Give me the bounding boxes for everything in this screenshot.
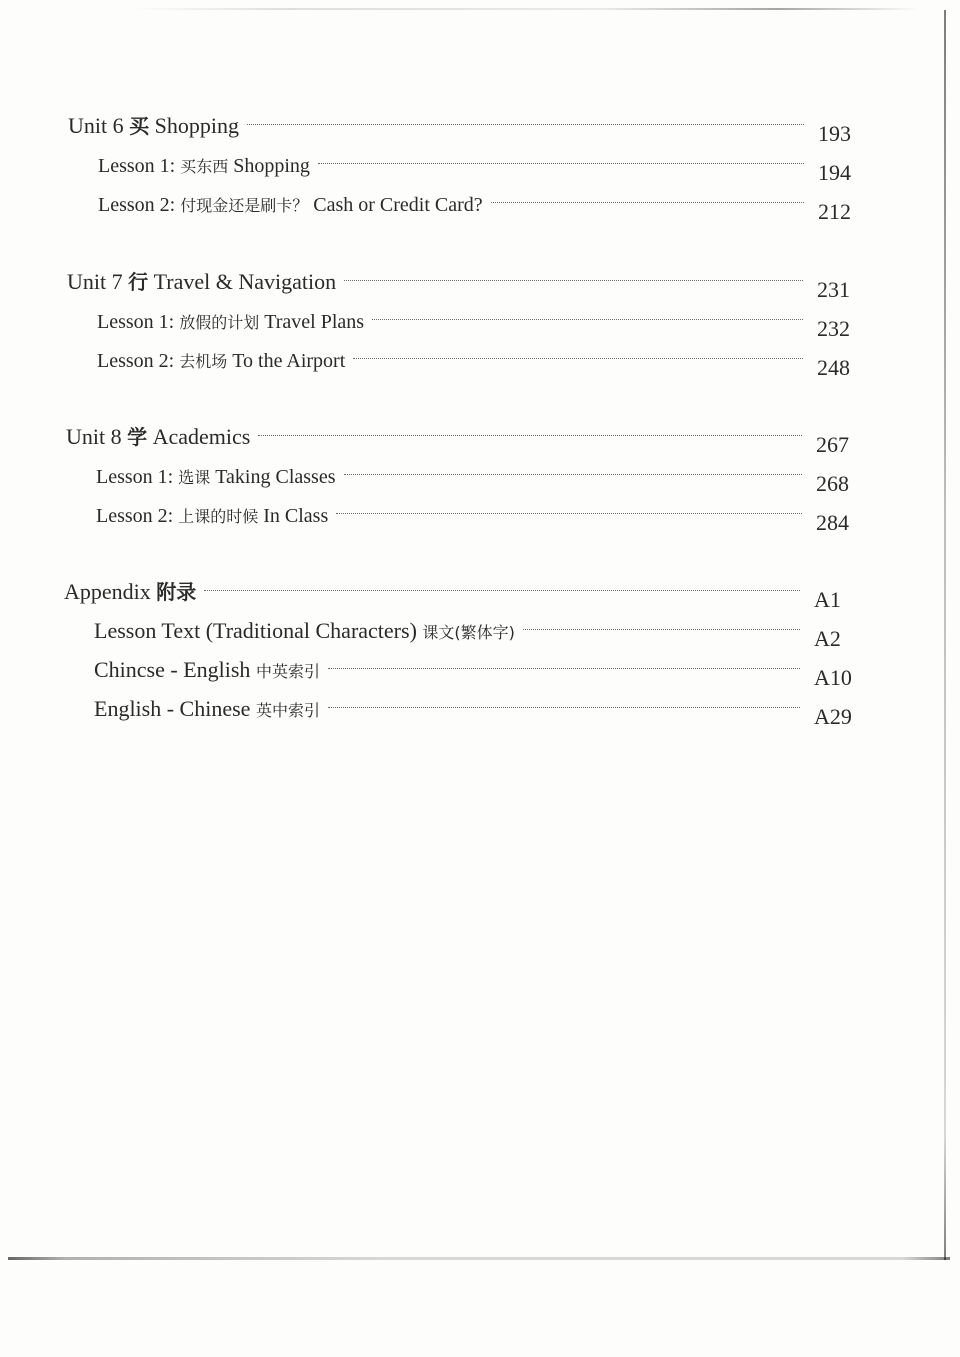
toc-appendix-item[interactable]: [64, 683, 864, 729]
toc-page-number: A10: [814, 665, 852, 690]
toc-lesson-title: Lesson 1: 买东西 Shopping: [98, 155, 310, 177]
toc-page-number: 231: [817, 277, 850, 302]
toc-page-number: 194: [818, 160, 851, 185]
dot-leader: [344, 280, 803, 281]
toc-section-unit-7: [67, 256, 867, 380]
toc-lesson-row[interactable]: [67, 334, 867, 380]
toc-lesson-title: Lesson 2: 付现金还是刷卡？ Cash or Credit Card?: [98, 194, 483, 216]
toc-page-number: A1: [814, 587, 841, 612]
toc-lesson-title: Lesson 1: 放假的计划 Travel Plans: [97, 311, 365, 333]
toc-page-number: 268: [816, 471, 849, 496]
toc-unit-title: Unit 6 买 Shopping: [68, 113, 239, 138]
toc-page-number: 212: [818, 199, 851, 224]
toc-page-number: A2: [814, 626, 841, 651]
toc-appendix-title: Appendix 附录: [64, 579, 197, 604]
scan-edge-bottom: [8, 1257, 950, 1260]
toc-appendix-row[interactable]: [64, 566, 864, 612]
dot-leader: [523, 629, 800, 630]
dot-leader: [328, 707, 800, 708]
toc-page-number: 248: [817, 355, 850, 380]
toc-appendix-item-title: Chincse - English 中英索引: [94, 657, 320, 682]
dot-leader: [247, 124, 804, 125]
dot-leader: [204, 590, 800, 591]
toc-section-unit-6: [68, 100, 868, 224]
toc-lesson-title: Lesson 1: 选课 Taking Classes: [96, 466, 336, 488]
toc-page-number: A29: [814, 704, 852, 729]
toc-lesson-row[interactable]: [68, 139, 868, 185]
toc-page-number: 267: [816, 432, 849, 457]
toc-lesson-row[interactable]: [66, 450, 866, 496]
dot-leader: [318, 163, 804, 164]
dot-leader: [353, 358, 803, 359]
toc-lesson-title: Lesson 2: 上课的时候 In Class: [96, 505, 329, 527]
toc-section-unit-8: [66, 411, 866, 535]
toc-lesson-title: Lesson 2: 去机场 To the Airport: [97, 350, 346, 372]
toc-appendix-item[interactable]: [64, 644, 864, 690]
toc-unit-row[interactable]: [68, 100, 868, 146]
toc-unit-row[interactable]: [66, 411, 866, 457]
toc-appendix-item-title: Lesson Text (Traditional Characters) 课文(繁体字): [94, 618, 515, 643]
dot-leader: [344, 474, 803, 475]
toc-lesson-row[interactable]: [67, 295, 867, 341]
scan-edge-top: [130, 8, 920, 10]
dot-leader: [336, 513, 802, 514]
toc-unit-title: Unit 7 行 Travel & Navigation: [67, 269, 337, 294]
toc-unit-row[interactable]: [67, 256, 867, 302]
dot-leader: [491, 202, 804, 203]
toc-page-number: 193: [818, 121, 851, 146]
dot-leader: [328, 668, 800, 669]
scan-edge-right: [944, 10, 946, 1260]
dot-leader: [372, 319, 803, 320]
toc-appendix-item[interactable]: [64, 605, 864, 651]
toc-lesson-row[interactable]: [68, 178, 868, 224]
toc-page-number: 284: [816, 510, 849, 535]
toc-unit-title: Unit 8 学 Academics: [66, 424, 251, 449]
toc-section-appendix: [64, 566, 864, 729]
toc-page-number: 232: [817, 316, 850, 341]
dot-leader: [258, 435, 802, 436]
toc-lesson-row[interactable]: [66, 489, 866, 535]
toc-appendix-item-title: English - Chinese 英中索引: [94, 696, 320, 721]
